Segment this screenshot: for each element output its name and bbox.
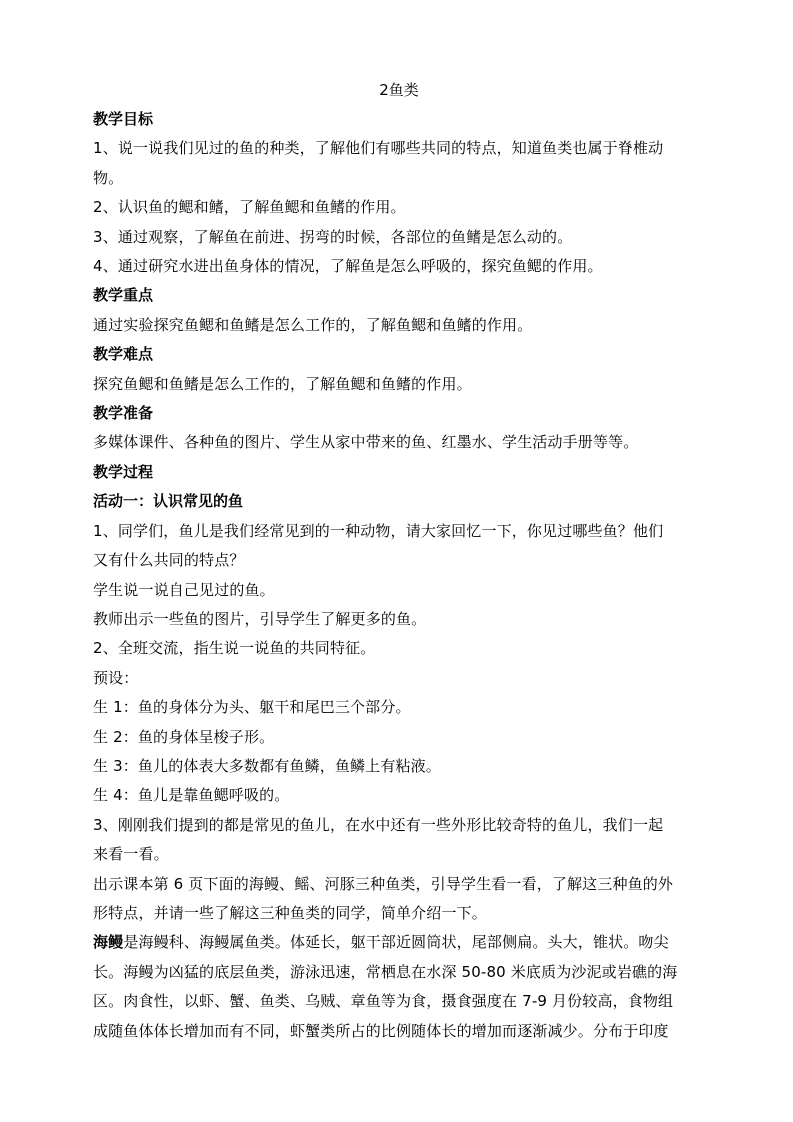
eel-line-1 xyxy=(93,928,705,957)
preparation-line: 多媒体课件、各种鱼的图片、学生从家中带来的鱼、红墨水、学生活动手册等等。 xyxy=(93,433,639,452)
section-heading-process: 教学过程 xyxy=(93,462,154,481)
eel-line-1-text: 是海鳗科、海鳗属鱼类。体延长，躯干部近圆筒状，尾部侧扁。头大，锥状。吻尖 xyxy=(123,933,669,952)
document-title: 2鱼类 xyxy=(379,81,419,99)
process-line-6: 预设： xyxy=(93,668,139,687)
document-body xyxy=(93,76,705,1046)
process-line-1: 1、同学们，鱼儿是我们经常见到的一种动物，请大家回忆一下，你见过哪些鱼？他们 xyxy=(93,521,664,540)
activity-heading-1: 活动一：认识常见的鱼 xyxy=(93,492,244,511)
goal-line-1: 1、说一说我们见过的鱼的种类，了解他们有哪些共同的特点，知道鱼类也属于脊椎动 xyxy=(93,139,664,158)
process-line-12: 来看一看。 xyxy=(93,845,169,864)
process-line-2: 又有什么共同的特点？ xyxy=(93,551,245,570)
process-line-7: 生 1：鱼的身体分为头、躯干和尾巴三个部分。 xyxy=(93,698,411,717)
process-line-5: 2、全班交流，指生说一说鱼的共同特征。 xyxy=(93,639,376,658)
eel-line-2: 长。海鳗为凶猛的底层鱼类，游泳迅速，常栖息在水深 50-80 米底质为沙泥或岩礁的海 xyxy=(93,962,678,981)
process-line-13: 出示课本第 6 页下面的海鳗、鳐、河豚三种鱼类，引导学生看一看，了解这三种鱼的外 xyxy=(93,874,674,893)
goal-line-1-cont: 物。 xyxy=(93,168,124,187)
process-line-3: 学生说一说自己见过的鱼。 xyxy=(93,580,275,599)
process-line-11: 3、刚刚我们提到的都是常见的鱼儿，在水中还有一些外形比较奇特的鱼儿，我们一起 xyxy=(93,815,664,834)
section-heading-preparation: 教学准备 xyxy=(93,404,154,423)
process-line-4: 教师出示一些鱼的图片，引导学生了解更多的鱼。 xyxy=(93,609,427,628)
goal-line-4: 4、通过研究水进出鱼身体的情况，了解鱼是怎么呼吸的，探究鱼鳃的作用。 xyxy=(93,257,603,276)
process-line-10: 生 4：鱼儿是靠鱼鳃呼吸的。 xyxy=(93,786,290,805)
key-point-line: 通过实验探究鱼鳃和鱼鳍是怎么工作的，了解鱼鳃和鱼鳍的作用。 xyxy=(93,315,533,334)
section-heading-difficulty: 教学难点 xyxy=(93,345,154,364)
process-line-8: 生 2：鱼的身体呈梭子形。 xyxy=(93,727,275,746)
goal-line-2: 2、认识鱼的鳃和鳍，了解鱼鳃和鱼鳍的作用。 xyxy=(93,198,406,217)
difficulty-line: 探究鱼鳃和鱼鳍是怎么工作的，了解鱼鳃和鱼鳍的作用。 xyxy=(93,374,472,393)
eel-line-4: 成随鱼体体长增加而有不同，虾蟹类所占的比例随体长的增加而逐渐减少。分布于印度 xyxy=(93,1021,669,1040)
goal-line-3: 3、通过观察，了解鱼在前进、拐弯的时候，各部位的鱼鳍是怎么动的。 xyxy=(93,227,573,246)
section-heading-key-point: 教学重点 xyxy=(93,286,154,305)
process-line-9: 生 3：鱼儿的体表大多数都有鱼鳞，鱼鳞上有粘液。 xyxy=(93,756,441,775)
eel-line-3: 区。肉食性，以虾、蟹、鱼类、乌贼、章鱼等为食，摄食强度在 7-9 月份较高，食物组 xyxy=(93,992,674,1011)
process-line-14: 形特点，并请一些了解这三种鱼类的同学，简单介绍一下。 xyxy=(93,903,487,922)
section-heading-goal: 教学目标 xyxy=(93,110,154,128)
eel-term: 海鳗 xyxy=(93,933,124,952)
